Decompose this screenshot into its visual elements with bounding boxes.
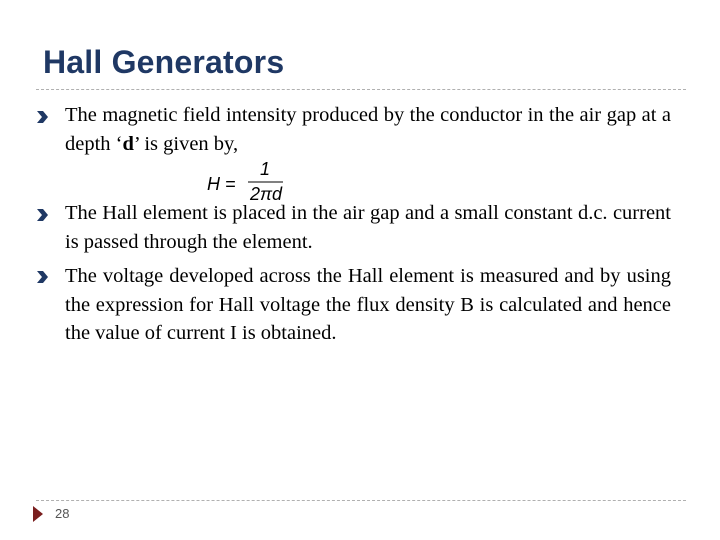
- formula-lhs: H =: [207, 174, 236, 194]
- footer-divider: [36, 500, 686, 501]
- formula-denominator: 2πd: [249, 184, 283, 204]
- bullet-paragraph-2: The Hall element is placed in the air gap and a small constant d.c. current is passed through the element.: [65, 202, 671, 253]
- bullet-1-text-end: ’ is given by,: [133, 132, 239, 155]
- bullet-paragraph-1: [65, 101, 671, 158]
- formula-numerator: 1: [259, 160, 271, 179]
- triangle-marker-icon: [33, 506, 43, 522]
- slide-page-number: 28: [55, 506, 70, 521]
- bullet-1-bold-variable: d: [122, 132, 134, 155]
- title-divider: [36, 89, 686, 90]
- slide-title: Hall Generators: [43, 44, 285, 80]
- bullet-icon: [36, 270, 49, 284]
- bullet-paragraph-3: The voltage developed across the Hall element is measured and by using the expression for Hall voltage the flux density B is calculated and hence the value of current I is obtained.: [65, 265, 671, 344]
- bullet-icon: [36, 110, 49, 124]
- bullet-1-text-start: The magnetic field intensity produced by the conductor in the air gap at a depth ‘: [65, 104, 671, 155]
- bullet-icon: [36, 208, 49, 222]
